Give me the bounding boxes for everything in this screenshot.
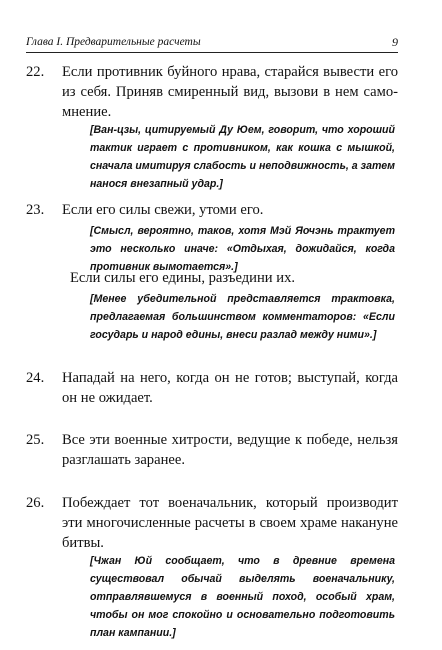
- item-number-24: 24.: [26, 370, 45, 386]
- chapter-title: Глава I. Предварительные расчеты: [26, 36, 201, 48]
- item-23-comment: [Смысл, вероятно, таков, хотя Мэй Яочэнь трактует это несколько иначе: «Отдыхая, дожидайся, когда противник вымотается».]: [90, 225, 395, 273]
- running-header: [26, 36, 398, 53]
- item-number-22: 22.: [26, 64, 45, 80]
- item-26-comment: [Чжан Юй сообщает, что в древние времена существовал обычай выделять военачальнику, отправлявшемуся в военный поход, особый храм, чтобы он мог спокойно и основательно подготовить план кампании.]: [90, 555, 395, 639]
- item-23-text-continued: Если силы его едины, разъедини их.: [70, 270, 296, 286]
- item-26-text: Побеждает тот военачальник, который производит эти многочисленные расчеты в своем храме накануне битвы.: [62, 495, 398, 551]
- item-22-text: Если противник буйного нрава, старайся вывести его из себя. Приняв смиренный вид, вызови в нем само-мнение.: [62, 64, 398, 120]
- item-23-text: Если его силы свежи, утоми его.: [62, 202, 264, 218]
- item-25-text: Все эти военные хитрости, ведущие к победе, нельзя разглашать заранее.: [62, 432, 398, 468]
- item-number-26: 26.: [26, 495, 45, 511]
- item-22-comment: [Ван-цзы, цитируемый Ду Юем, говорит, что хороший тактик играет с противником, как кошка с мышкой, сначала имитируя слабость и неподвижность, а затем нанося внезапный удар.]: [90, 124, 395, 190]
- item-number-23: 23.: [26, 202, 45, 218]
- item-number-25: 25.: [26, 432, 45, 448]
- item-23-comment-continued: [Менее убедительной представляется трактовка, предлагаемая большинством комментаторов: «Если государь и народ едины, внеси разлад между ними».]: [90, 293, 395, 341]
- page-number: 9: [392, 35, 398, 49]
- item-24-text: Нападай на него, когда он не готов; выступай, когда он не ожидает.: [62, 370, 398, 406]
